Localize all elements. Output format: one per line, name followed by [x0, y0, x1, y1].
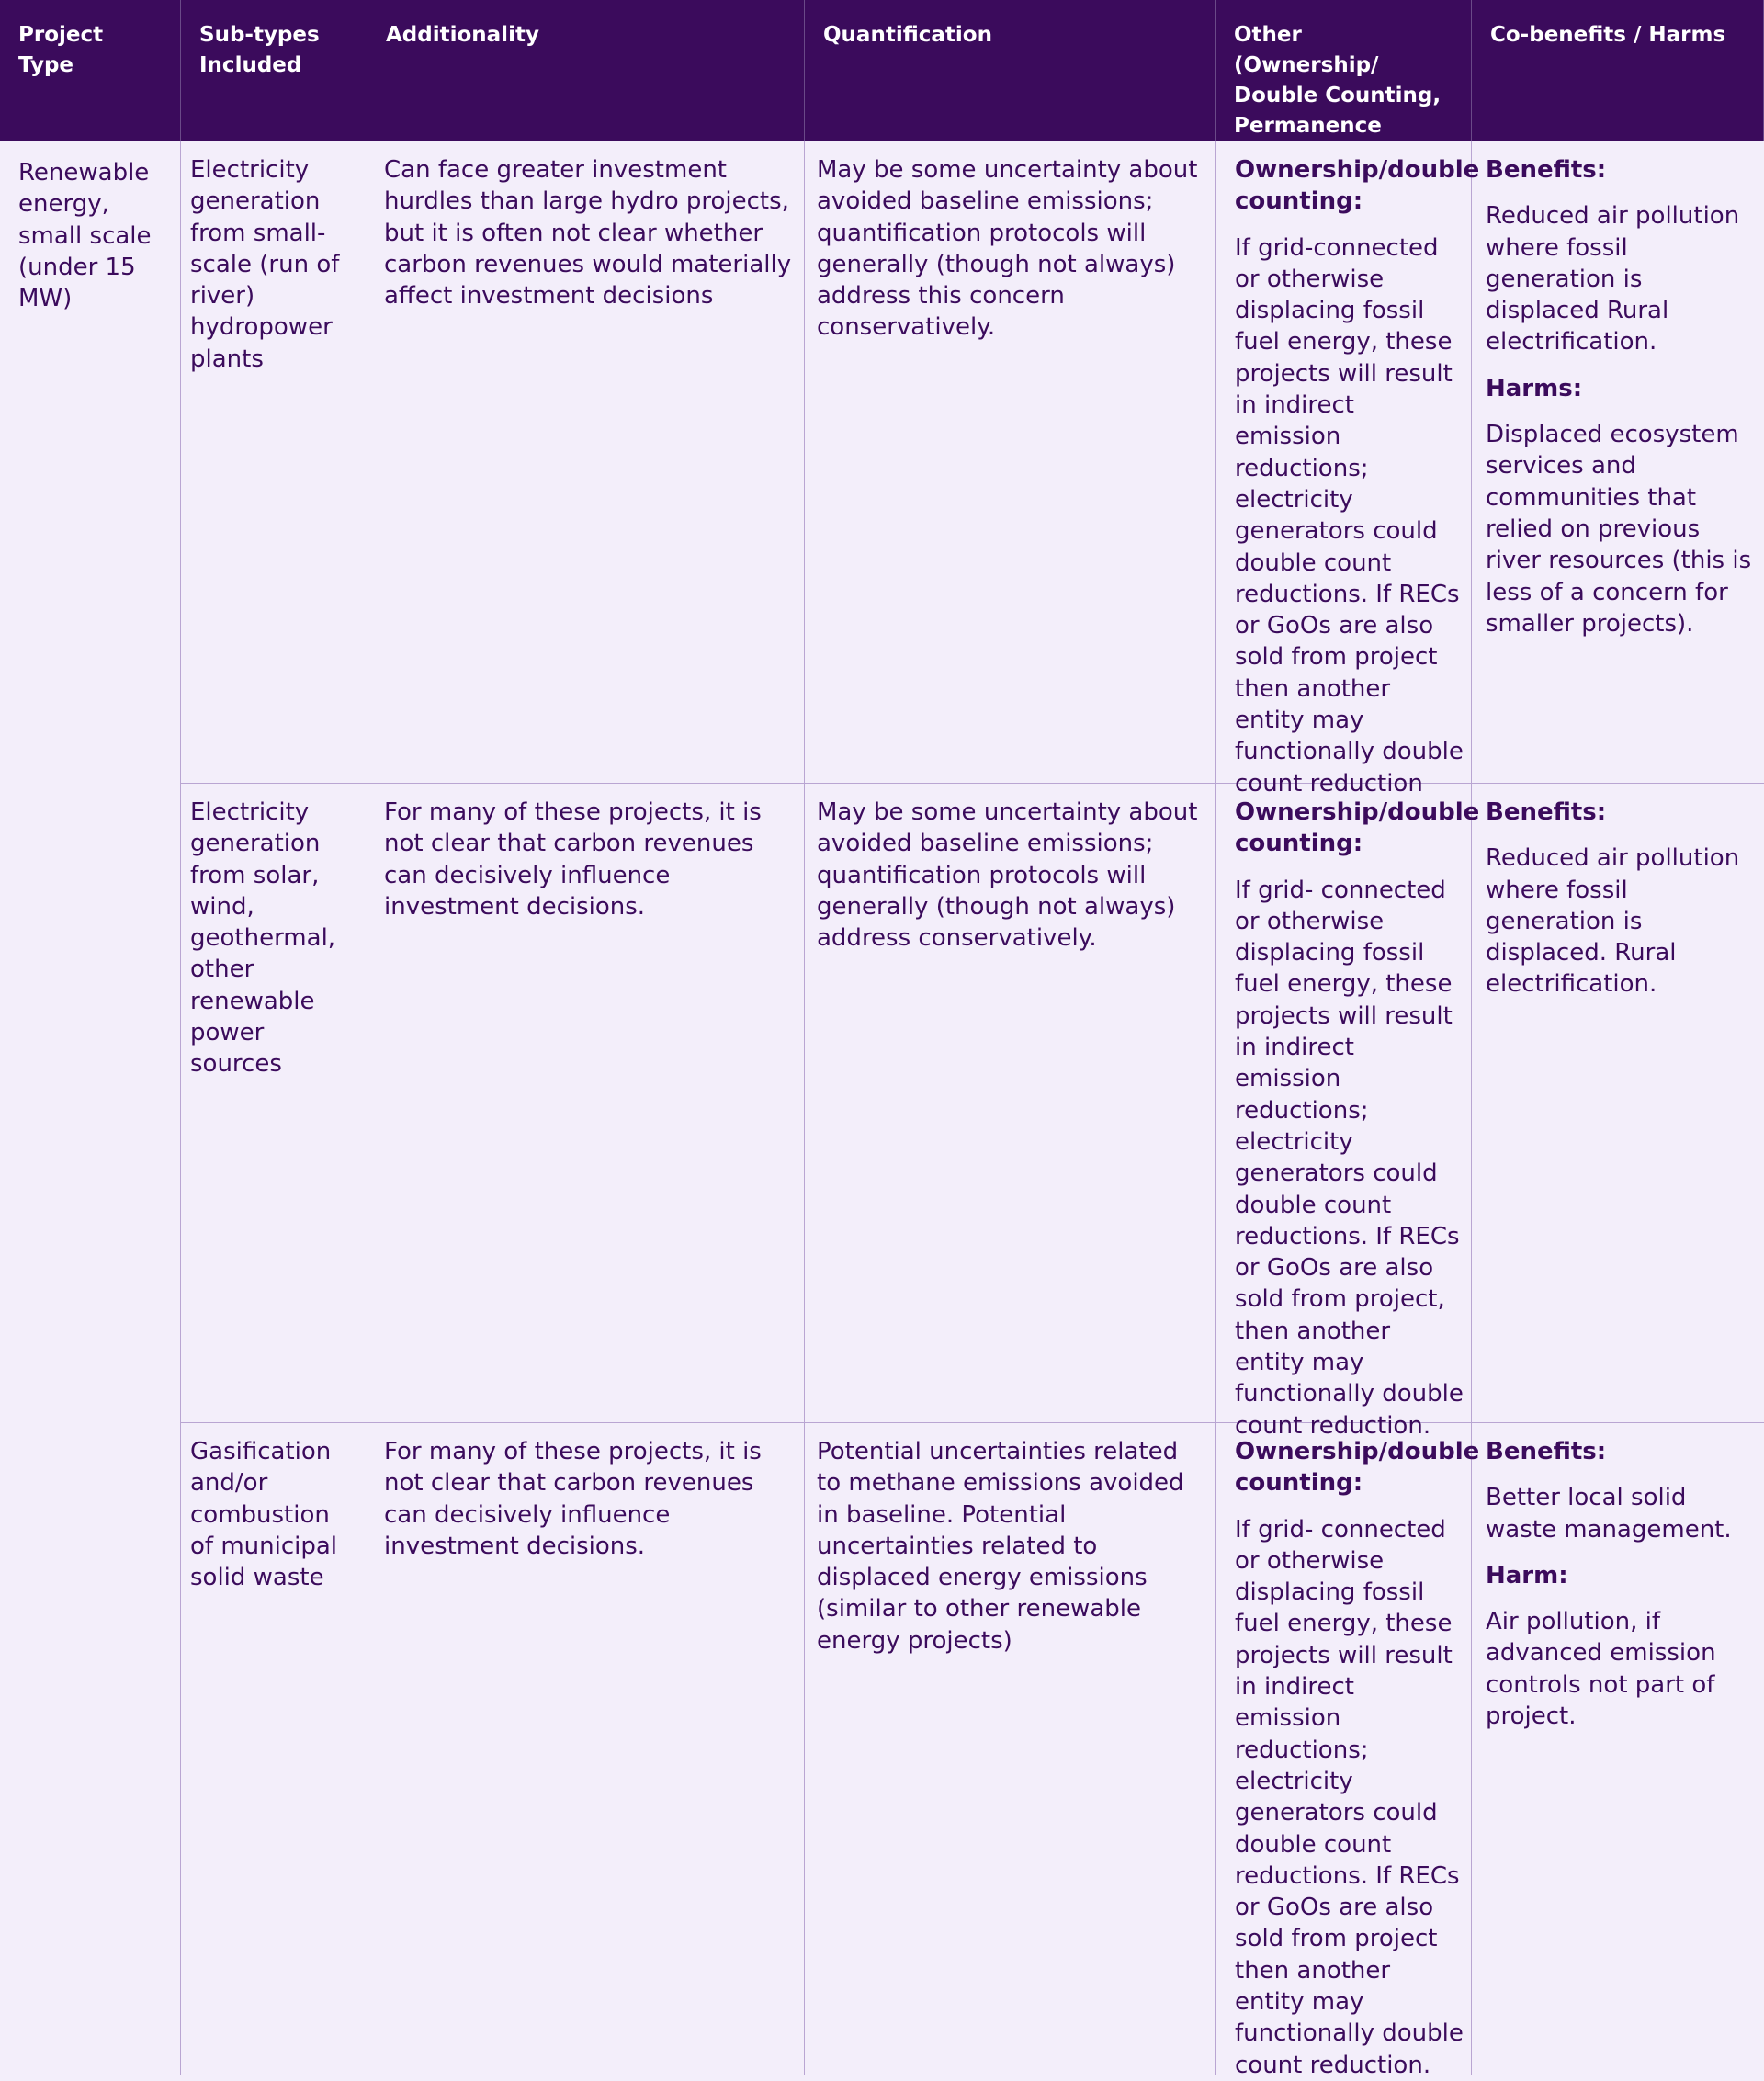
row-2-quantification: May be some uncertainty about avoided baseline emissions; quantification protocols will generally (though not always) address conservatively. [805, 784, 1216, 1423]
row-1-quantification: May be some uncertainty about avoided baseline emissions; quantification protocols will generally (though not always) address this concern conservatively. [805, 141, 1216, 784]
header-additionality: Additionality [368, 0, 805, 141]
row-1-additionality: Can face greater investment hurdles than large hydro projects, but it is often not clear whether carbon revenues would materially affect investment decisions [368, 141, 805, 784]
row-2-sub-type: Electricity generation from solar, wind, geothermal, other renewable power sources [181, 784, 368, 1423]
row-3-other-heading: Ownership/double counting: [1235, 1438, 1480, 1498]
row-3-benefits-heading: Benefits: [1486, 1438, 1607, 1465]
row-2-benefits-heading: Benefits: [1486, 798, 1607, 826]
row-3-sub-type: Gasification and/or combustion of municipal solid waste [181, 1423, 368, 2075]
row-3-quantification: Potential uncertainties related to methane emissions avoided in baseline. Potential uncertainties related to displaced energy emissions (similar to other renewable energy projects) [805, 1423, 1216, 2075]
row-1-other-text: If grid-connected or otherwise displacing fossil fuel energy, these projects will result in indirect emission reductions; electricity generators could double count reductions. If RECs or GoOs are also sold from project then another entity may functionally double count reduction [1235, 233, 1464, 797]
row-3-harms-heading: Harm: [1486, 1561, 1568, 1589]
row-1-co-benefits [1472, 141, 1764, 784]
row-3-harms-text: Air pollution, if advanced emission controls not part of project. [1486, 1608, 1716, 1731]
row-3-other [1216, 1423, 1480, 2079]
header-sub-types: Sub-types Included [181, 0, 368, 141]
row-3-other-text: If grid- connected or otherwise displacing fossil fuel energy, these projects will result in indirect emission reductions; electricity generators could double count reductions. If RECs or GoOs are also sold from project then another entity may functionally double count reduction. [1235, 1515, 1464, 2079]
row-3-additionality: For many of these projects, it is not clear that carbon revenues can decisively influence investment decisions. [368, 1423, 805, 2075]
row-2-co-benefits [1472, 784, 1764, 1423]
header-project-type: Project Type [0, 0, 181, 141]
row-1-benefits-text: Reduced air pollution where fossil generation is displaced Rural electrification. [1486, 202, 1740, 356]
header-co-benefits: Co-benefits / Harms [1472, 0, 1764, 141]
row-2-benefits-text: Reduced air pollution where fossil generation is displaced. Rural electrification. [1486, 844, 1740, 999]
row-1-harms-heading: Harms: [1486, 374, 1583, 402]
row-1-sub-type: Electricity generation from small-scale (run of river) hydropower plants [181, 141, 368, 784]
row-1-benefits-heading: Benefits: [1486, 156, 1607, 184]
row-2-other-heading: Ownership/double counting: [1235, 798, 1480, 858]
row-2-other [1216, 784, 1480, 1440]
row-3-co-benefits [1472, 1423, 1764, 2075]
header-quantification: Quantification [805, 0, 1216, 141]
row-2-additionality: For many of these projects, it is not clear that carbon revenues can decisively influence investment decisions. [368, 784, 805, 1423]
row-3-benefits-text: Better local solid waste management. [1486, 1484, 1732, 1544]
row-2-other-text: If grid- connected or otherwise displacing fossil fuel energy, these projects will result in indirect emission reductions; electricity generators could double count reductions. If RECs or GoOs are also sold from project, then another entity may functionally double count reduction. [1235, 876, 1464, 1440]
header-other: Other (Ownership/ Double Counting, Permanence [1216, 0, 1472, 141]
row-1-other [1216, 141, 1480, 797]
row-1-other-heading: Ownership/double counting: [1235, 156, 1480, 216]
row-1-harms-text: Displaced ecosystem services and communities that relied on previous river resources (this is less of a concern for smaller projects). [1486, 421, 1752, 638]
project-type-cell: Renewable energy, small scale (under 15 MW) [0, 141, 181, 2075]
